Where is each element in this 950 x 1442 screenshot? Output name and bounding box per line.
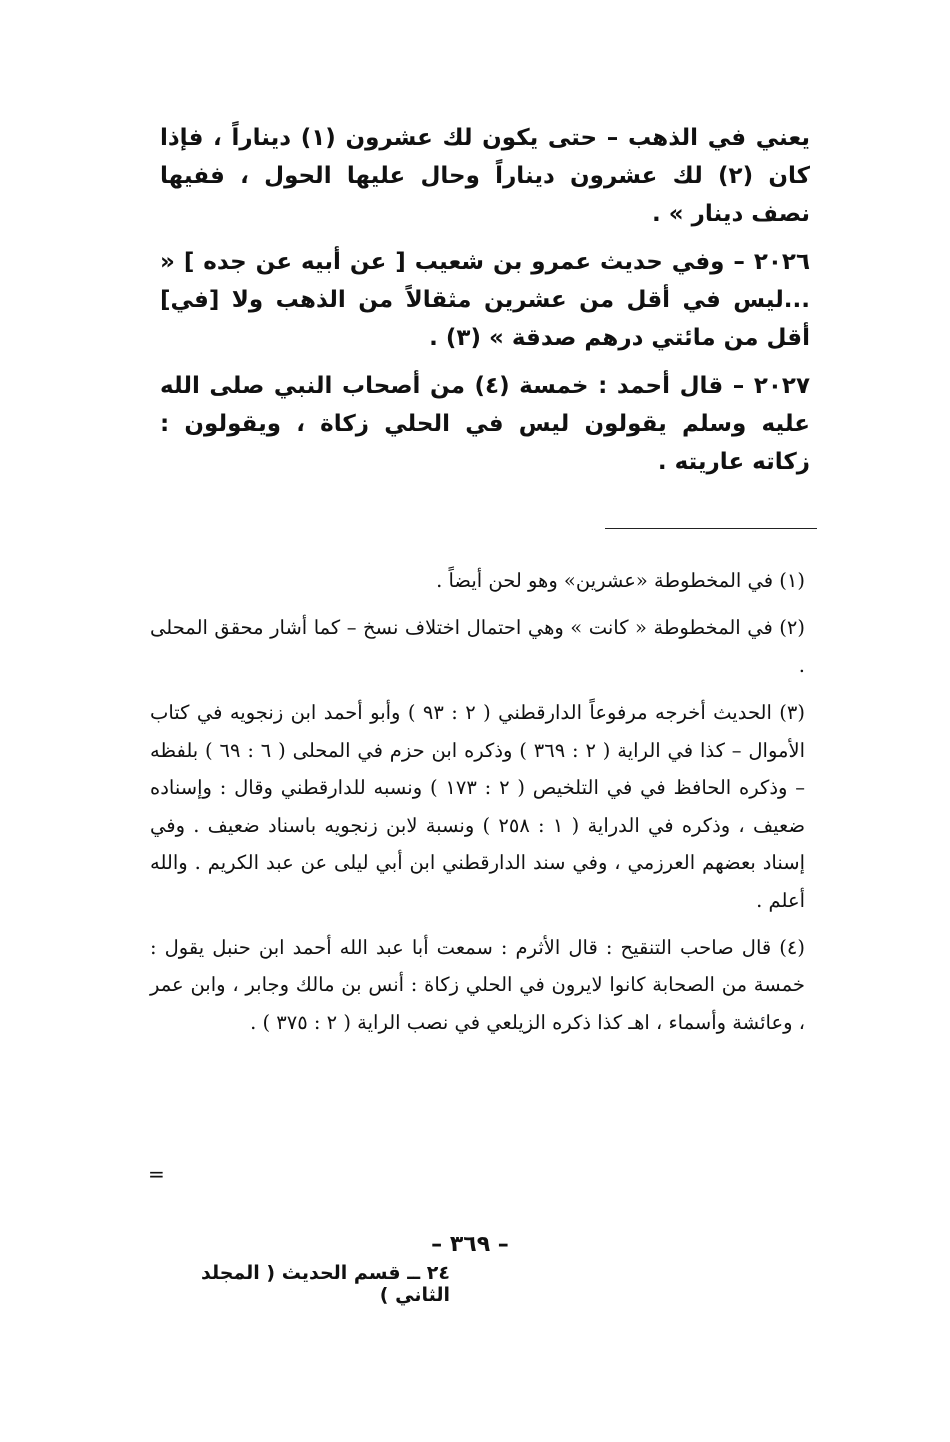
footnote-4: (٤) قال صاحب التنقيح : قال الأثرم : سمعت أبا عبد الله أحمد ابن حنبل يقول : خمسة من الصحابة كانوا لايرون في الحلي زكاة : أنس بن مالك وجابر ، وابن عمر ، وعائشة وأسماء ، اهـ كذا ذكره الزيلعي في نصب الراية ( ٢ : ٣٧٥ ) . xyxy=(150,935,805,1034)
hadith-2027: ٢٠٢٧ – قال أحمد : خمسة (٤) من أصحاب النبي صلى الله عليه وسلم يقولون ليس في الحلي زكاة ، ويقولون : زكاته عاريته . xyxy=(160,372,811,475)
main-text xyxy=(160,120,810,491)
footnote-continuation-mark: = xyxy=(148,1162,165,1186)
footnote-separator xyxy=(605,528,817,529)
hadith-2026: ٢٠٢٦ – وفي حديث عمرو بن شعيب [ عن أبيه عن جده ] « ...ليس في أقل من عشرين مثقالاً من الذهب ولا [في] أقل من مائتي درهم صدقة » (٣) . xyxy=(160,248,810,351)
main-paragraph-1: يعني في الذهب – حتى يكون لك عشرون (١) ديناراً ، فإذا كان (٢) لك عشرون ديناراً وحال عليها الحول ، ففيها نصف دينار » . xyxy=(160,125,810,227)
footnote-2: (٢) في المخطوطة « كانت » وهي احتمال اختلاف نسخ – كما أشار محقق المحلى . xyxy=(150,616,805,677)
running-footer: ٢٤ ــ قسم الحديث ( المجلد الثاني ) xyxy=(201,1262,450,1306)
footnote-3: (٣) الحديث أخرجه مرفوعاً الدارقطني ( ٢ : ٩٣ ) وأبو أحمد ابن زنجويه في كتاب الأموال – كذا في الراية ( ٢ : ٣٦٩ ) وذكره ابن حزم في المحلى ( ٦ : ٦٩ ) بلفظه – وذكره الحافظ في في التلخيص ( ٢ : ١٧٣ ) ونسبه للدارقطني وقال : وإسناده ضعيف ، وذكره في الدراية ( ١ : ٢٥٨ ) ونسبة لابن زنجويه باسناد ضعيف . وفي إسناد بعضهم العرزمي ، وفي سند الدارقطني ابن أبي ليلى عن عبد الكريم . والله أعلم . xyxy=(150,701,806,912)
footnote-1: (١) في المخطوطة «عشرين» وهو لحن أيضاً . xyxy=(436,569,805,592)
footnotes xyxy=(150,562,805,1051)
page-number: – ٣٦٩ – xyxy=(431,1232,509,1257)
